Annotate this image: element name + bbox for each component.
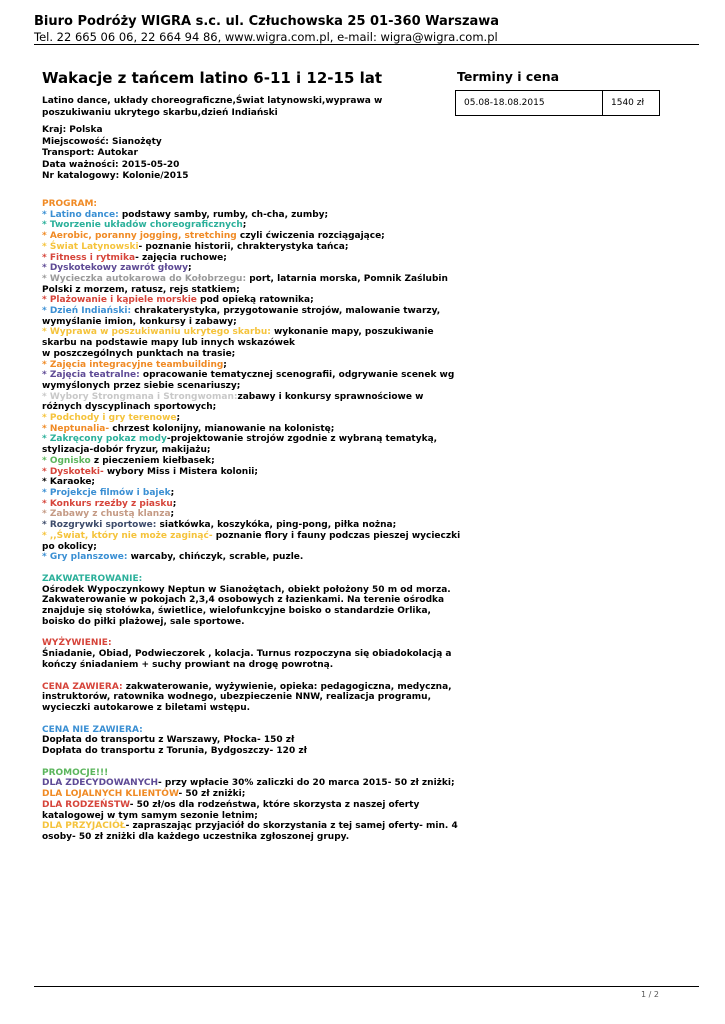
terms-row	[456, 91, 660, 116]
body-text: z pieczeniem kiełbasek;	[93, 455, 215, 466]
content-line	[42, 746, 442, 757]
highlighted-label: * Latino dance:	[42, 209, 122, 220]
body-text: ;	[172, 498, 177, 509]
content-line	[42, 424, 442, 435]
content-line	[42, 735, 442, 746]
body-text: znajduje się stołówka, świetlice, wielofunkcyjne boisko o standardzie Orlika,	[42, 606, 431, 617]
highlighted-label: * Konkurs rzeźby z piasku	[42, 498, 173, 509]
highlighted-label: ZAKWATEROWANIE:	[42, 573, 143, 584]
detail-validity: Data ważności: 2015-05-20	[42, 159, 180, 170]
section-gap	[42, 757, 442, 768]
highlighted-label: PROMOCJE!!!	[42, 767, 109, 778]
content-line	[42, 242, 442, 253]
highlighted-label: CENA ZAWIERA:	[42, 681, 126, 692]
body-text: * Karaoke;	[42, 477, 96, 488]
body-text: Ośrodek Wypoczynkowy Neptun w Sianożętach, obiekt położony 50 m od morza.	[42, 584, 451, 595]
body-text: po okolicy;	[42, 541, 97, 552]
body-text: instruktorów, ratownika wodnego, ubezpieczenie NNW, realizacja programu,	[42, 692, 431, 703]
content-line	[42, 295, 442, 306]
section-gap	[42, 714, 442, 725]
page-number: 1 / 2	[641, 990, 659, 999]
content-line	[42, 703, 442, 714]
highlighted-label: DLA ZDECYDOWANYCH	[42, 778, 159, 789]
highlighted-label: * Projekcje filmów i bajek	[42, 487, 171, 498]
body-text: - zajęcia ruchowe;	[135, 252, 227, 263]
highlighted-label: * Zajęcia teatralne:	[42, 370, 143, 381]
body-text: - poznanie historii, chrakterystyka tańca;	[138, 241, 349, 252]
body-text: Dopłata do transportu z Torunia, Bydgoszczy- 120 zł	[42, 746, 307, 757]
body-text: chrakaterystyka, przygotowanie strojów, malowanie twarzy,	[134, 306, 441, 317]
content-line	[42, 456, 442, 467]
content-line	[42, 778, 455, 789]
body-text: ;	[170, 509, 175, 520]
highlighted-label: * Ognisko	[42, 455, 94, 466]
content-line	[42, 542, 442, 553]
highlighted-label: PROGRAM:	[42, 199, 98, 209]
content-line	[42, 681, 452, 693]
header-divider	[34, 44, 699, 45]
content-line	[42, 584, 451, 596]
agency-contact: Tel. 22 665 06 06, 22 664 94 86, www.wigra.com.pl, e-mail: wigra@wigra.com.pl	[34, 30, 498, 44]
content-line	[42, 660, 442, 671]
body-text: Zakwaterowanie w pokojach 2,3,4 osobowych z łazienkami. Na terenie ośrodka	[42, 595, 445, 606]
highlighted-label: * Dzień Indiański:	[42, 306, 135, 317]
content-line	[42, 509, 442, 520]
terms-table	[455, 90, 660, 116]
detail-country: Kraj: Polska	[42, 125, 103, 135]
content-line	[42, 413, 442, 424]
body-text: skarbu na podstawie mapy lub innych wskazówek	[42, 338, 296, 349]
content-line	[42, 434, 442, 445]
highlighted-label: * Aerobic, poranny jogging, stretching	[42, 231, 240, 242]
body-text: ;	[176, 413, 181, 424]
content-line	[42, 285, 442, 296]
body-text: podstawy samby, rumby, ch-cha, zumby;	[121, 209, 329, 220]
term-price: 1540 zł	[603, 91, 660, 116]
body-text: wycieczki autokarowe z biletami wstępu.	[42, 702, 251, 713]
highlighted-label: * Dyskoteki-	[42, 466, 107, 477]
highlighted-label: * Rozgrywki sportowe:	[42, 520, 160, 531]
body-text: - 50 zł/os dla rodzeństwa, które skorzysta z naszej oferty	[129, 799, 420, 810]
highlighted-label: * Zabawy z chustą klanza	[42, 509, 171, 520]
detail-transport: Transport: Autokar	[42, 148, 138, 158]
detail-location: Miejscowość: Sianożęty	[42, 136, 162, 147]
body-text: - 50 zł zniżki;	[178, 789, 246, 800]
content-line	[42, 360, 442, 371]
content-line	[42, 725, 442, 736]
content-line	[42, 273, 448, 285]
content-line	[42, 349, 442, 360]
body-text: pod opieką ratownika;	[200, 295, 314, 306]
footer-divider	[34, 986, 699, 987]
content-line	[42, 768, 442, 779]
body-text: ;	[170, 487, 175, 498]
content-line	[42, 253, 442, 264]
body-text: zabawy i konkursy sprawnościowe w	[237, 391, 424, 402]
content-line	[42, 488, 442, 499]
body-text: warcaby, chińczyk, scrable, puzle.	[130, 552, 304, 563]
body-text: Śniadanie, Obiad, Podwieczorek , kolacja. Turnus rozpoczyna się obiadokolacją a	[42, 649, 452, 660]
content-line	[42, 231, 442, 242]
body-text: chrzest kolonijny, mianowanie na kolonistę;	[112, 423, 335, 434]
section-gap	[42, 627, 442, 638]
content-line	[42, 445, 442, 456]
body-text: czyli ćwiczenia rozciągające;	[239, 231, 385, 242]
body-text: opracowanie tematycznej scenografii, odgrywanie scenek wg	[142, 370, 455, 381]
highlighted-label: * Neptunalia-	[42, 423, 113, 434]
content-line	[42, 220, 442, 231]
content-line	[42, 649, 452, 660]
content-line	[42, 800, 442, 811]
body-text: siatkówka, koszykóka, ping-pong, piłka nożna;	[159, 520, 397, 531]
body-text: ;	[242, 220, 247, 231]
highlighted-label: * Tworzenie układów choreograficznych	[42, 220, 243, 231]
content-line	[42, 692, 442, 703]
term-dates: 05.08-18.08.2015	[456, 91, 603, 116]
terms-title: Terminy i cena	[457, 69, 560, 84]
content-line	[42, 595, 445, 606]
content-line	[42, 477, 442, 488]
body-text: katalogowej w tym samym sezonie letnim;	[42, 810, 258, 821]
body-text: kończy śniadaniem + suchy prowiant na drogę powrotną.	[42, 659, 334, 670]
content-line	[42, 327, 442, 338]
content-line	[42, 370, 455, 381]
highlighted-label: * Zakręcony pokaz mody	[42, 434, 167, 445]
body-text: port, latarnia morska, Pomnik Zaślubin	[249, 273, 448, 284]
body-text: Polski z morzem, ratusz, rejs statkiem;	[42, 284, 240, 295]
body-text: wymyślonych przez siebie scenariuszy;	[42, 380, 241, 391]
content-line	[42, 789, 442, 800]
body-text: wymyślanie imion, konkursy i zabawy;	[42, 316, 237, 327]
content-line	[42, 606, 442, 617]
offer-subtitle: Latino dance, układy choreograficzne,Świat latynowski,wyprawa w poszukiwaniu ukrytego skarbu,dzień Indiański	[42, 96, 383, 118]
content-line	[42, 402, 442, 413]
highlighted-label: * Plażowanie i kąpiele morskie	[42, 295, 201, 306]
body-text: wykonanie mapy, poszukiwanie	[273, 327, 434, 338]
highlighted-label: * Zajęcia integracyjne teambuilding	[42, 359, 224, 370]
body-text: wybory Miss i Mistera kolonii;	[106, 466, 258, 477]
agency-header	[34, 14, 499, 45]
body-text: różnych dyscyplinach sportowych;	[42, 402, 217, 413]
content-line	[42, 392, 442, 403]
highlighted-label: * ,,Świat, który nie może zaginąć-	[42, 530, 216, 541]
body-text: osoby- 50 zł zniżki dla każdego uczestnika zgłoszonej grupy.	[42, 831, 350, 842]
highlighted-label: * Świat Latynowski	[42, 241, 139, 252]
highlighted-label: * Wybory Strongmana i Strongwoman:	[42, 391, 238, 402]
highlighted-label: DLA PRZYJACIÓŁ	[42, 821, 126, 832]
content-line	[42, 199, 442, 210]
detail-catalog-number: Nr katalogowy: Kolonie/2015	[42, 171, 189, 181]
highlighted-label: * Gry planszowe:	[42, 552, 131, 563]
content-line	[42, 552, 442, 563]
highlighted-label: DLA RODZEŃSTW	[42, 799, 130, 810]
highlighted-label: WYŻYWIENIE:	[42, 638, 112, 649]
highlighted-label: * Wycieczka autokarowa do Kołobrzegu:	[42, 273, 250, 284]
highlighted-label: CENA NIE ZAWIERA:	[42, 724, 143, 735]
content-line	[42, 520, 442, 531]
content-line	[42, 617, 442, 628]
content-line	[42, 832, 442, 843]
body-text: zakwaterowanie, wyżywienie, opieka: pedagogiczna, medyczna,	[125, 681, 452, 692]
content-line	[42, 317, 442, 328]
highlighted-label: DLA LOJALNYCH KLIENTÓW	[42, 789, 179, 800]
body-text: w poszczególnych punktach na trasie;	[42, 348, 236, 359]
content-line	[42, 638, 442, 649]
offer-title: Wakacje z tańcem latino 6-11 i 12-15 lat	[42, 69, 383, 87]
content-line	[42, 821, 458, 832]
program-content	[42, 199, 461, 843]
body-text: - przy wpłacie 30% zaliczki do 20 marca 2015- 50 zł zniżki;	[158, 778, 455, 789]
content-line	[42, 499, 442, 510]
content-line	[42, 263, 442, 274]
agency-name-address: Biuro Podróży WIGRA s.c. ul. Człuchowska 25 01-360 Warszawa	[34, 14, 500, 29]
content-line	[42, 574, 442, 585]
content-line	[42, 381, 442, 392]
content-line	[42, 811, 442, 822]
body-text: ;	[187, 263, 192, 274]
body-text: - zapraszając przyjaciół do skorzystania z tej samej oferty- min. 4	[125, 821, 458, 832]
section-gap	[42, 563, 442, 574]
highlighted-label: * Fitness i rytmika	[42, 252, 136, 263]
body-text: boisko do piłki plażowej, sale sportowe.	[42, 616, 245, 627]
content-line	[42, 338, 442, 349]
offer-details	[42, 125, 189, 183]
body-text: Dopłata do transportu z Warszawy, Płocka- 150 zł	[42, 735, 295, 746]
content-line	[42, 210, 442, 221]
section-gap	[42, 671, 442, 682]
body-text: poznanie flory i fauny podczas pieszej wycieczki	[215, 530, 461, 541]
highlighted-label: * Wyprawa w poszukiwaniu ukrytego skarbu:	[42, 327, 274, 338]
highlighted-label: * Dyskotekowy zawrót głowy	[42, 263, 188, 274]
content-line	[42, 306, 442, 317]
body-text: -projektowanie strojów zgodnie z wybraną tematyką,	[166, 434, 438, 445]
content-line	[42, 467, 442, 478]
body-text: stylizacja-dobór fryzur, makijażu;	[42, 445, 211, 456]
highlighted-label: * Podchody i gry terenowe	[42, 413, 177, 424]
body-text: ;	[223, 359, 227, 370]
content-line	[42, 530, 461, 542]
